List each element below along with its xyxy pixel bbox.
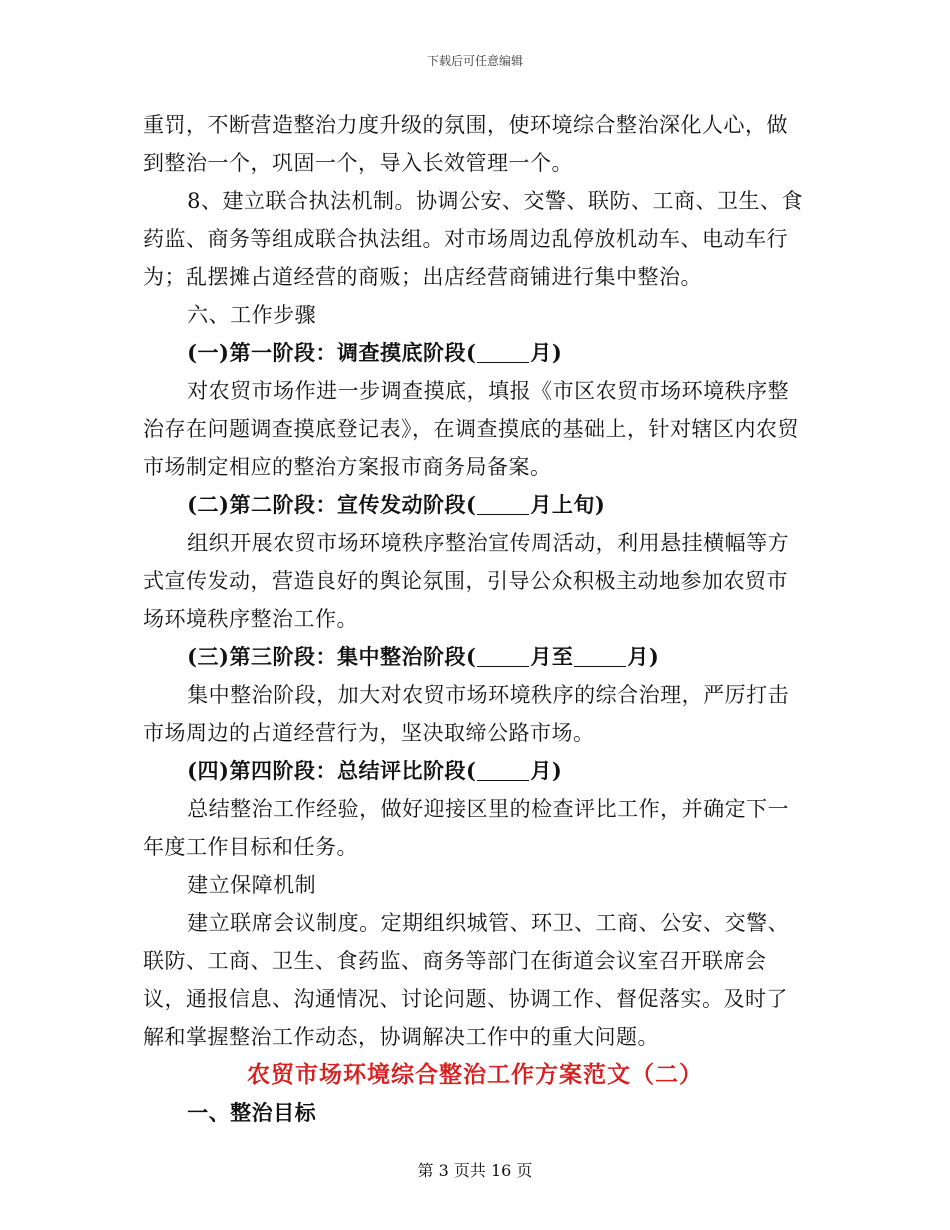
document-body	[143, 106, 807, 1132]
blank-line	[477, 644, 529, 667]
page-header: 下载后可任意编辑	[426, 54, 523, 68]
stage-3-prefix: (三)第三阶段：集中整治阶段(	[187, 644, 477, 669]
paragraph-5: 集中整治阶段，加大对农贸市场环境秩序的综合治理，严厉打击市场周边的占道经营行为，坚决取缔公路市场。	[143, 683, 790, 745]
stage-1-suffix: 月)	[530, 340, 563, 365]
paragraph-4: 组织开展农贸市场环境秩序整治宣传周活动，利用悬挂横幅等方式宣传发动，营造良好的舆论氛围，引导公众积极主动地参加农贸市场环境秩序整治工作。	[143, 531, 790, 631]
stage-2-heading	[143, 486, 807, 524]
stage-4-suffix: 月)	[530, 758, 563, 783]
section-heading-goal: 一、整治目标	[187, 1100, 317, 1125]
paragraph-2: 8、建立联合执法机制。协调公安、交警、联防、工商、卫生、食药监、商务等组成联合执法组。对市场周边乱停放机动车、电动车行为；乱摆摊占道经营的商贩；出店经营商铺进行集中整治。	[143, 189, 803, 289]
stage-4-heading	[143, 752, 807, 790]
stage-3-suffix: 月)	[627, 644, 660, 669]
section-title-red: 农贸市场环境综合整治工作方案范文（二）	[247, 1061, 703, 1088]
stage-2-suffix: 月上旬)	[530, 492, 606, 517]
paragraph-3: 对农贸市场作进一步调查摸底，填报《市区农贸市场环境秩序整治存在问题调查摸底登记表》，在调查摸底的基础上，针对辖区内农贸市场制定相应的整治方案报市商务局备案。	[143, 379, 799, 479]
stage-4-prefix: (四)第四阶段：总结评比阶段(	[187, 758, 477, 783]
stage-2-prefix: (二)第二阶段：宣传发动阶段(	[187, 492, 477, 517]
blank-line	[477, 340, 529, 363]
blank-line	[574, 644, 626, 667]
section-heading-steps: 六、工作步骤	[187, 303, 317, 327]
stage-1-prefix: (一)第一阶段：调查摸底阶段(	[187, 340, 477, 365]
paragraph-8: 建立联席会议制度。定期组织城管、环卫、工商、公安、交警、联防、工商、卫生、食药监、商务等部门在街道会议室召开联席会议，通报信息、沟通情况、讨论问题、协调工作、督促落实。及时了解和掌握整治工作动态，协调解决工作中的重大问题。	[143, 911, 790, 1049]
stage-1-heading	[143, 334, 807, 372]
paragraph-1: 重罚，不断营造整治力度升级的氛围，使环境综合整治深化人心，做到整治一个，巩固一个，导入长效管理一个。	[143, 113, 788, 175]
paragraph-6: 总结整治工作经验，做好迎接区里的检查评比工作，并确定下一年度工作目标和任务。	[143, 797, 790, 859]
page-footer: 第 3 页共 16 页	[417, 1161, 533, 1180]
blank-line	[477, 492, 529, 515]
paragraph-7: 建立保障机制	[187, 873, 317, 897]
stage-3-heading	[143, 638, 807, 676]
stage-3-mid: 月至	[530, 644, 574, 669]
blank-line	[477, 758, 529, 781]
